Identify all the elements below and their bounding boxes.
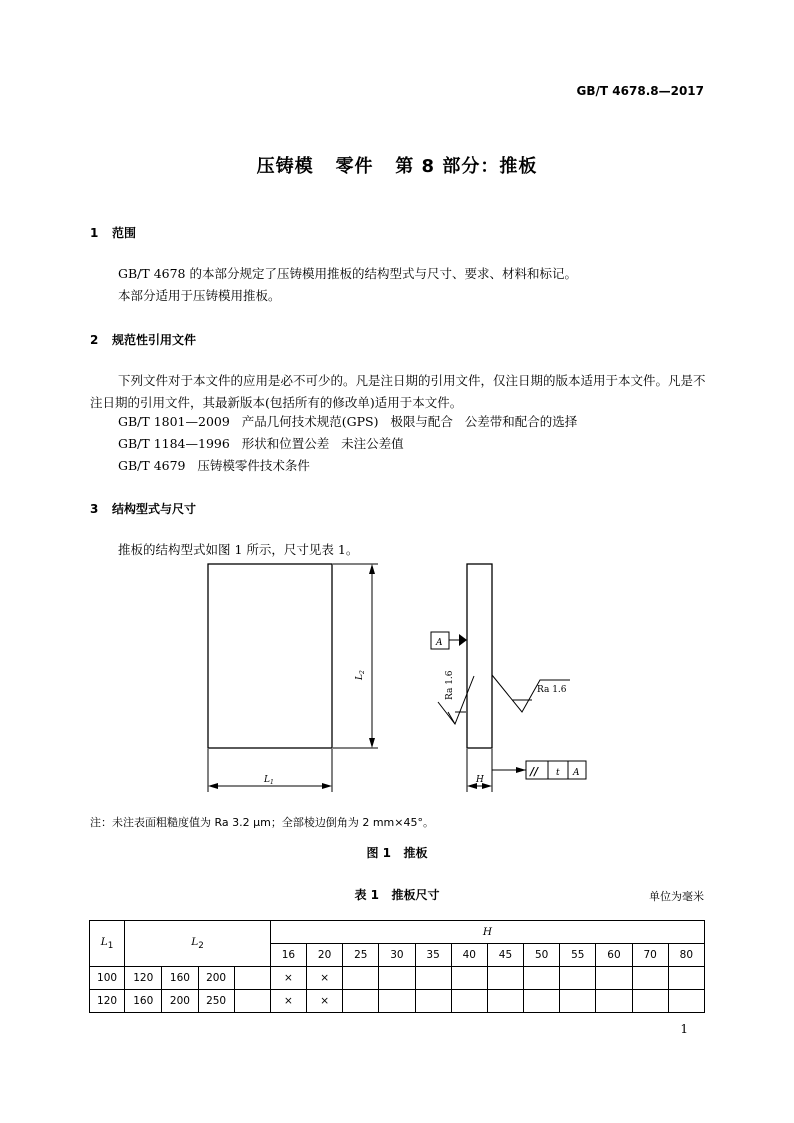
arrowhead — [322, 783, 332, 789]
cell-L2: 160 — [125, 990, 162, 1013]
cell-L2 — [234, 990, 270, 1013]
h-value: 70 — [632, 944, 668, 967]
cell-mark — [451, 990, 487, 1013]
h-value: 16 — [270, 944, 306, 967]
page-number: 1 — [680, 1022, 688, 1036]
h-value: 35 — [415, 944, 451, 967]
dimensions-table — [89, 920, 705, 1013]
label-L1: $L_1$ — [264, 775, 274, 786]
table-row — [90, 990, 705, 1013]
section-title: 范围 — [112, 226, 137, 240]
cell-L1: 120 — [90, 990, 125, 1013]
cell-mark: × — [307, 990, 343, 1013]
header-H: H — [270, 921, 704, 944]
datum-label: A — [436, 638, 443, 648]
label-L2: $L_2$ — [355, 670, 366, 680]
cell-mark — [524, 990, 560, 1013]
table-caption: 表 1 推板尺寸 — [354, 888, 440, 902]
cell-mark — [632, 990, 668, 1013]
cell-mark — [560, 990, 596, 1013]
cell-mark — [415, 967, 451, 990]
cell-mark — [379, 990, 415, 1013]
table-header-row — [90, 921, 705, 944]
h-value: 80 — [668, 944, 704, 967]
arrowhead — [208, 783, 218, 789]
cell-L2: 120 — [125, 967, 162, 990]
h-value: 55 — [560, 944, 596, 967]
scope-paragraph-1: GB/T 4678 的本部分规定了压铸模用推板的结构型式与尺寸、要求、材料和标记。 — [118, 266, 577, 281]
cell-mark — [451, 967, 487, 990]
section-number: 1 — [90, 226, 99, 240]
datum-triangle — [459, 634, 467, 646]
section-number: 3 — [90, 502, 99, 516]
side-view-outline — [467, 564, 492, 748]
h-value: 40 — [451, 944, 487, 967]
arrowhead — [516, 767, 526, 773]
roughness-leader — [448, 712, 455, 724]
cell-L2: 160 — [162, 967, 198, 990]
figure-note: 注：未注表面粗糙度值为 Ra 3.2 μm；全部棱边倒角为 2 mm×45°。 — [90, 816, 434, 829]
cell-mark: × — [270, 990, 306, 1013]
h-value: 20 — [307, 944, 343, 967]
label-H: H — [476, 775, 484, 785]
scope-paragraph-2: 本部分适用于压铸模用推板。 — [118, 288, 281, 303]
cell-mark — [343, 967, 379, 990]
arrowhead — [369, 738, 375, 748]
parallelism-symbol: // — [530, 765, 539, 778]
figure-caption: 图 1 推板 — [366, 846, 428, 860]
structure-paragraph: 推板的结构型式如图 1 所示，尺寸见表 1。 — [118, 542, 359, 557]
table-row — [90, 967, 705, 990]
tolerance-value: t — [556, 768, 560, 778]
cell-L2: 250 — [198, 990, 234, 1013]
cell-mark — [415, 990, 451, 1013]
cell-L2 — [234, 967, 270, 990]
standard-code: GB/T 4678.8—2017 — [576, 84, 704, 98]
cell-mark — [343, 990, 379, 1013]
cell-mark: × — [270, 967, 306, 990]
cell-mark — [524, 967, 560, 990]
h-value: 25 — [343, 944, 379, 967]
cell-L2: 200 — [198, 967, 234, 990]
h-value: 30 — [379, 944, 415, 967]
reference-item: GB/T 1184—1996 形状和位置公差 未注公差值 — [118, 436, 404, 451]
cell-mark: × — [307, 967, 343, 990]
cell-mark — [596, 967, 632, 990]
front-view-outline — [208, 564, 332, 748]
cell-mark — [487, 990, 523, 1013]
header-L2: $L_2$ — [125, 921, 271, 967]
table-unit: 单位为毫米 — [649, 890, 704, 903]
roughness-symbol-left — [438, 676, 474, 724]
h-value: 50 — [524, 944, 560, 967]
arrowhead — [369, 564, 375, 574]
roughness-value-right: Ra 1.6 — [537, 685, 567, 695]
references-intro: 下列文件对于本文件的应用是必不可少的。凡是注日期的引用文件，仅注日期的版本适用于本文件。凡是不注日期的引用文件，其最新版本(包括所有的修改单)适用于本文件。 — [90, 373, 706, 410]
cell-mark — [668, 990, 704, 1013]
cell-mark — [379, 967, 415, 990]
reference-item: GB/T 4679 压铸模零件技术条件 — [118, 458, 310, 473]
cell-L2: 200 — [162, 990, 198, 1013]
cell-L1: 100 — [90, 967, 125, 990]
reference-item: GB/T 1801—2009 产品几何技术规范(GPS) 极限与配合 公差带和配合的选择 — [118, 414, 578, 429]
cell-mark — [668, 967, 704, 990]
header-L1: $L_1$ — [90, 921, 125, 967]
cell-mark — [560, 967, 596, 990]
document-title: 压铸模 零件 第 8 部分：推板 — [256, 156, 538, 177]
h-value: 45 — [487, 944, 523, 967]
cell-mark — [632, 967, 668, 990]
section-title: 结构型式与尺寸 — [112, 502, 197, 516]
h-value: 60 — [596, 944, 632, 967]
roughness-value-left: Ra 1.6 — [445, 670, 455, 700]
section-number: 2 — [90, 333, 99, 347]
tolerance-datum: A — [573, 768, 580, 778]
cell-mark — [487, 967, 523, 990]
cell-mark — [596, 990, 632, 1013]
section-title: 规范性引用文件 — [112, 333, 197, 347]
